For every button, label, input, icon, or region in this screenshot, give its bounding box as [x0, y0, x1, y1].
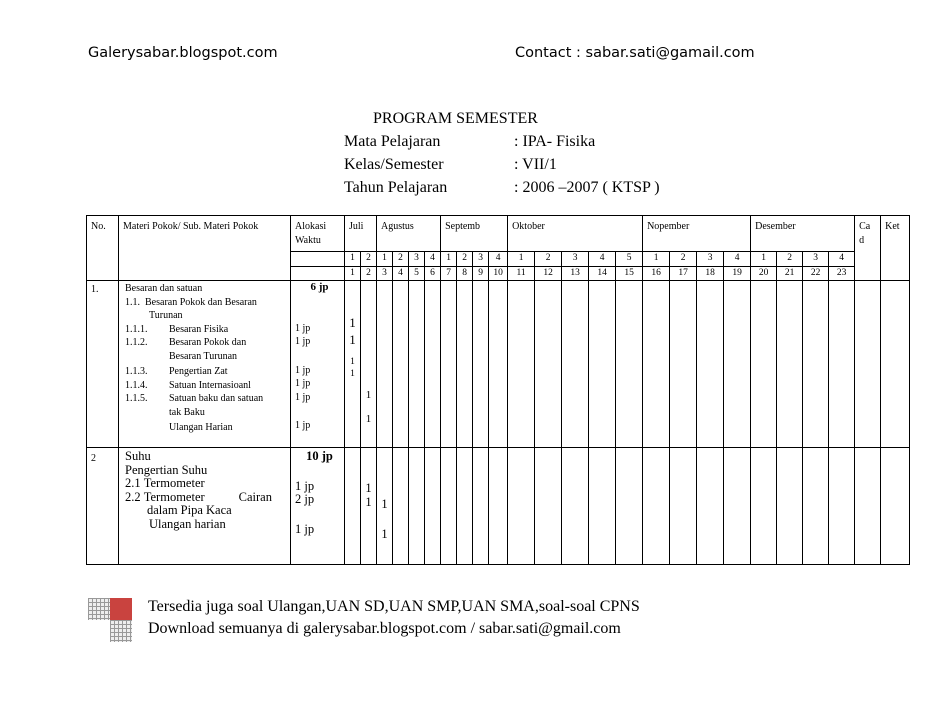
week-sequence-cell: 11 [508, 266, 535, 281]
week-number-cell: 4 [724, 252, 751, 267]
materi-num: 2.1 [125, 476, 141, 490]
row-number: 1. [87, 281, 119, 448]
footer-line-2: Download semuanya di galerysabar.blogspot.com / sabar.sati@gmail.com [148, 620, 621, 637]
materi-text: Cairan [238, 489, 272, 504]
row-number: 2 [87, 448, 119, 565]
materi-line [125, 365, 288, 379]
col-header-oktober: Oktober [508, 216, 643, 252]
alokasi-value: 1 jp [295, 420, 311, 431]
week-number-cell: 1 [643, 252, 670, 267]
table-row-section-1 [87, 281, 910, 448]
materi-line: Ulangan harian [149, 516, 226, 531]
materi-num: 1.1.1. [125, 323, 148, 335]
week-number-cell: 4 [589, 252, 616, 267]
materi-line [125, 323, 288, 337]
alokasi-value: 1 jp [295, 521, 315, 536]
col-header-nopember: Nopember [643, 216, 751, 252]
week-mark: 1 [350, 357, 355, 367]
table-row-section-2 [87, 448, 910, 565]
materi-text: Termometer [143, 489, 205, 504]
week-number-cell: 1 [377, 252, 393, 267]
info-label: Mata Pelajaran [344, 133, 441, 150]
week-number-cell: 1 [345, 252, 361, 267]
alokasi-value: 2 jp [295, 492, 315, 506]
red-square-icon [110, 598, 132, 620]
materi-line: dalam Pipa Kaca [147, 503, 232, 517]
week-number-cell: 4 [425, 252, 441, 267]
week-mark: 1 [365, 481, 372, 495]
materi-line [125, 491, 288, 505]
week-cell [361, 281, 377, 448]
week-sequence-cell: 10 [489, 266, 508, 281]
week-number-cell: 3 [803, 252, 829, 267]
materi-line [125, 296, 288, 310]
materi-line [125, 392, 288, 406]
materi-line [125, 379, 288, 393]
week-cell [361, 448, 377, 565]
contact-info: Contact : sabar.sati@gamail.com [515, 45, 755, 61]
week-sequence-cell: 18 [697, 266, 724, 281]
week-sequence-cell: 15 [616, 266, 643, 281]
materi-text: Besaran Pokok dan Besaran [145, 296, 257, 308]
materi-num: 2.2 [125, 489, 141, 504]
semester-program-table [86, 215, 910, 565]
info-value: : 2006 –2007 ( KTSP ) [514, 179, 660, 196]
col-header-cad: Ca d [855, 216, 881, 281]
col-header-ket: Ket [881, 216, 910, 281]
week-cell [345, 281, 361, 448]
week-number-cell: 4 [489, 252, 508, 267]
week-cell [377, 448, 393, 565]
materi-num: 1.1.5. [125, 393, 148, 404]
alokasi-value: 1 jp [295, 478, 315, 493]
week-mark: 1 [349, 332, 356, 347]
col-header-september: Septemb [441, 216, 508, 252]
week-sequence-cell: 6 [425, 266, 441, 281]
week-mark: 1 [365, 389, 372, 401]
week-number-cell: 5 [616, 252, 643, 267]
materi-line: Besaran dan satuan [125, 283, 203, 294]
week-number-cell: 2 [777, 252, 803, 267]
week-number-cell: 3 [473, 252, 489, 267]
week-sequence-cell: 22 [803, 266, 829, 281]
materi-line: Pengertian Suhu [125, 462, 208, 477]
week-sequence-cell: 19 [724, 266, 751, 281]
alokasi-value: 1 jp [295, 378, 311, 389]
week-number-cell: 2 [535, 252, 562, 267]
alokasi-value: 1 jp [295, 391, 311, 403]
alokasi-total: 10 jp [306, 449, 333, 463]
week-sequence-cell: 1 [345, 266, 361, 281]
col-header-desember: Desember [751, 216, 855, 252]
col-header-juli: Juli [345, 216, 377, 252]
week-number-cell: 2 [457, 252, 473, 267]
week-mark: 1 [365, 494, 372, 509]
materi-line: Turunan [149, 310, 183, 321]
week-sequence-cell: 16 [643, 266, 670, 281]
week-sequence-cell: 7 [441, 266, 457, 281]
grid-pattern-icon [88, 598, 110, 620]
materi-line [125, 336, 288, 350]
materi-line: Besaran Turunan [169, 350, 238, 362]
week-sequence-cell: 14 [589, 266, 616, 281]
materi-text: Pengertian Zat [169, 366, 228, 377]
week-sequence-cell: 2 [361, 266, 377, 281]
week-sequence-cell: 5 [409, 266, 425, 281]
week-sequence-cell: 13 [562, 266, 589, 281]
col-header-agustus: Agustus [377, 216, 441, 252]
week-sequence-cell: 4 [393, 266, 409, 281]
week-sequence-cell: 23 [829, 266, 855, 281]
week-mark: 1 [349, 315, 356, 330]
week-number-cell: 4 [829, 252, 855, 267]
footer-line-1: Tersedia juga soal Ulangan,UAN SD,UAN SMP,UAN SMA,soal-soal CPNS [148, 598, 640, 615]
week-sequence-cell: 20 [751, 266, 777, 281]
week-number-cell: 3 [562, 252, 589, 267]
alokasi-total: 6 jp [310, 281, 329, 293]
week-number-cell: 1 [751, 252, 777, 267]
info-value: : IPA- Fisika [514, 133, 596, 150]
materi-line: tak Baku [169, 406, 205, 418]
col-header-alokasi: Alokasi Waktu [291, 216, 345, 252]
week-number-cell: 2 [670, 252, 697, 267]
week-number-cell: 3 [409, 252, 425, 267]
alokasi-value: 1 jp [295, 364, 311, 376]
materi-cell [119, 281, 291, 448]
grid-pattern-icon [110, 620, 132, 642]
materi-num: 1.1.4. [125, 379, 148, 391]
week-sequence-cell: 3 [377, 266, 393, 281]
week-mark: 1 [365, 412, 372, 425]
week-mark: 1 [350, 369, 355, 379]
info-label: Kelas/Semester [344, 156, 444, 173]
alokasi-value: 1 jp [295, 322, 311, 334]
materi-text: Termometer [143, 476, 205, 490]
materi-num: 1.1. [125, 296, 140, 308]
week-number-cell: 1 [441, 252, 457, 267]
alokasi-cell [291, 281, 345, 448]
header-row [87, 216, 910, 252]
materi-text: Satuan baku dan satuan [169, 393, 264, 404]
site-name: Galerysabar.blogspot.com [88, 45, 278, 61]
week-mark: 1 [381, 526, 388, 541]
materi-num: 1.1.2. [125, 337, 148, 348]
materi-cell [119, 448, 291, 565]
alokasi-cell [291, 448, 345, 565]
info-value: : VII/1 [514, 156, 557, 173]
week-mark: 1 [381, 497, 388, 511]
week-number-cell: 2 [361, 252, 377, 267]
week-sequence-cell: 21 [777, 266, 803, 281]
week-sequence-cell: 9 [473, 266, 489, 281]
week-sequence-cell: 12 [535, 266, 562, 281]
materi-text: Satuan Internasioanl [169, 379, 251, 391]
materi-text: Besaran Pokok dan [169, 337, 247, 348]
materi-line: Ulangan Harian [169, 422, 233, 433]
week-number-cell: 2 [393, 252, 409, 267]
materi-num: 1.1.3. [125, 366, 148, 377]
week-number-cell: 1 [508, 252, 535, 267]
col-header-no: No. [87, 216, 119, 281]
materi-line [125, 477, 288, 491]
info-label: Tahun Pelajaran [344, 179, 448, 196]
week-number-cell: 3 [697, 252, 724, 267]
materi-text: Besaran Fisika [169, 323, 229, 335]
alokasi-value: 1 jp [295, 336, 311, 347]
document-title: PROGRAM SEMESTER [373, 110, 538, 127]
week-sequence-cell: 17 [670, 266, 697, 281]
materi-line: Suhu [125, 449, 151, 463]
week-sequence-cell: 8 [457, 266, 473, 281]
col-header-materi: Materi Pokok/ Sub. Materi Pokok [119, 216, 291, 281]
